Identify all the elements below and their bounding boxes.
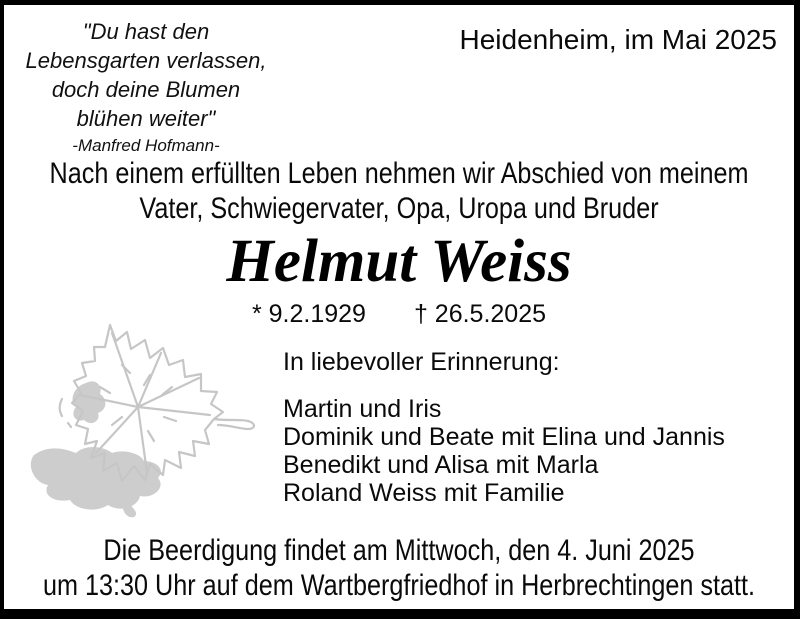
intro-line: Vater, Schwiegervater, Opa, Uropa und Bruder — [139, 192, 659, 225]
quote-block — [18, 17, 274, 157]
funeral-line: Die Beerdigung findet am Mittwoch, den 4. Juni 2025 — [103, 534, 695, 567]
memory-heading: In liebevoller Erinnerung: — [283, 348, 560, 376]
dateline: Heidenheim, im Mai 2025 — [459, 24, 777, 55]
birth-date: * 9.2.1929 — [251, 300, 366, 328]
mourner-line: Dominik und Beate mit Elina und Jannis — [283, 423, 725, 451]
mourner-line: Martin und Iris — [283, 395, 442, 423]
leaf-shadow-large — [31, 447, 161, 517]
quote-line: blühen weiter" — [76, 106, 216, 131]
quote-line: Lebensgarten verlassen, — [25, 48, 267, 73]
life-dates — [4, 299, 794, 329]
intro-line: Nach einem erfüllten Leben nehmen wir Abschied von meinem — [49, 157, 749, 190]
memory-section — [283, 348, 725, 507]
intro-text — [50, 156, 749, 226]
mourner-line: Roland Weiss mit Familie — [283, 479, 565, 507]
deceased-name: Helmut Weiss — [226, 228, 572, 295]
mourner-line: Benedikt und Alisa mit Marla — [283, 451, 599, 479]
quote-line: doch deine Blumen — [51, 77, 241, 102]
mourner-list — [283, 395, 725, 507]
leaf-shadow-small — [73, 381, 106, 423]
death-date: † 26.5.2025 — [413, 300, 547, 328]
funeral-info — [43, 533, 755, 603]
quote-attribution: -Manfred Hofmann- — [72, 136, 220, 155]
maple-leaf-watermark-icon — [4, 303, 266, 521]
leaf-stem — [214, 419, 254, 429]
funeral-line: um 13:30 Uhr auf dem Wartbergfriedhof in Herbrechtingen statt. — [42, 569, 756, 602]
leaf-outline — [72, 325, 223, 481]
quote-line: "Du hast den — [82, 19, 210, 44]
